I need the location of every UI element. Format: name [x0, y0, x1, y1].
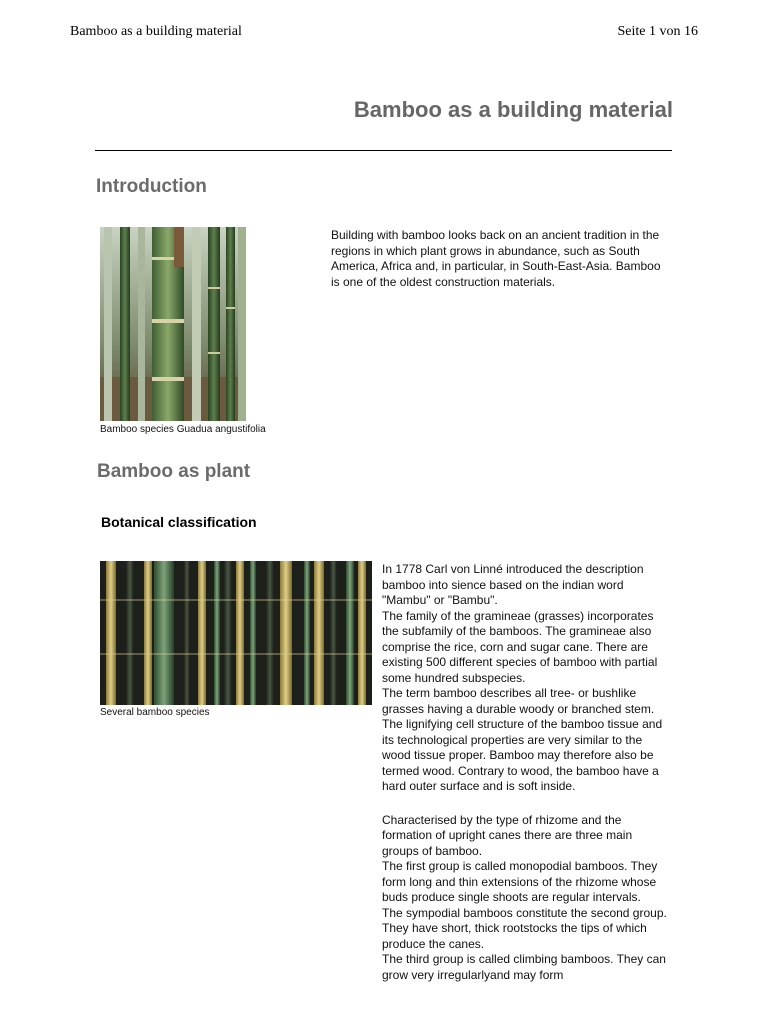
bamboo-as-plant-heading: Bamboo as plant: [97, 461, 251, 482]
document-title: Bamboo as a building material: [353, 97, 673, 122]
introduction-heading: Introduction: [96, 176, 207, 197]
several-species-photo-caption: Several bamboo species: [100, 707, 210, 718]
running-header-page-number: Seite 1 von 16: [617, 24, 698, 39]
paragraph-gap: [382, 795, 672, 813]
title-divider: [95, 150, 672, 151]
running-header-title: Bamboo as a building material: [70, 24, 242, 39]
paragraph-monopodial: The first group is called monopodial bamboos. They form long and thin extensions of the rhizome whose buds produce single shoots are regular intervals.: [382, 859, 658, 904]
paragraph-sympodial: The sympodial bamboos constitute the second group. They have short, thick rootstocks the tips of which produce the canes.: [382, 905, 667, 951]
guadua-bamboo-photo: [100, 227, 246, 421]
paragraph-rhizome-groups: Characterised by the type of rhizome and the formation of upright canes there are three main groups of bamboo.: [382, 812, 633, 858]
paragraph-gramineae: The family of the gramineae (grasses) incorporates the subfamily of the bamboos. The gramineae also comprise the rice, corn and sugar cane. There are existing 500 different species of bamboo with partial some hundred subspecies.: [382, 608, 658, 685]
guadua-photo-caption: Bamboo species Guadua angustifolia: [100, 424, 266, 435]
paragraph-linne: In 1778 Carl von Linné introduced the description bamboo into sience based on the indian word "Mambu" or "Bambu".: [382, 562, 644, 607]
botanical-classification-text: [382, 562, 672, 983]
several-bamboo-species-photo: [100, 561, 372, 705]
paragraph-term-bamboo: The term bamboo describes all tree- or bushlike grasses having a durable woody or branched stem. The lignifying cell structure of the bamboo tissue and its technological properties are very similar to the wood tissue proper. Bamboo may therefore also be termed wood. Contrary to wood, the bamboo have a hard outer surface and is soft inside.: [382, 686, 663, 793]
introduction-paragraph: Building with bamboo looks back on an ancient tradition in the regions in which plant grows in abundance, such as South America, Africa and, in particular, in South-East-Asia. Bamboo is one of the oldest construction materials.: [331, 228, 661, 289]
paragraph-climbing: The third group is called climbing bamboos. They can grow very irregularlyand may form: [382, 952, 666, 982]
botanical-classification-heading: Botanical classification: [101, 514, 257, 530]
